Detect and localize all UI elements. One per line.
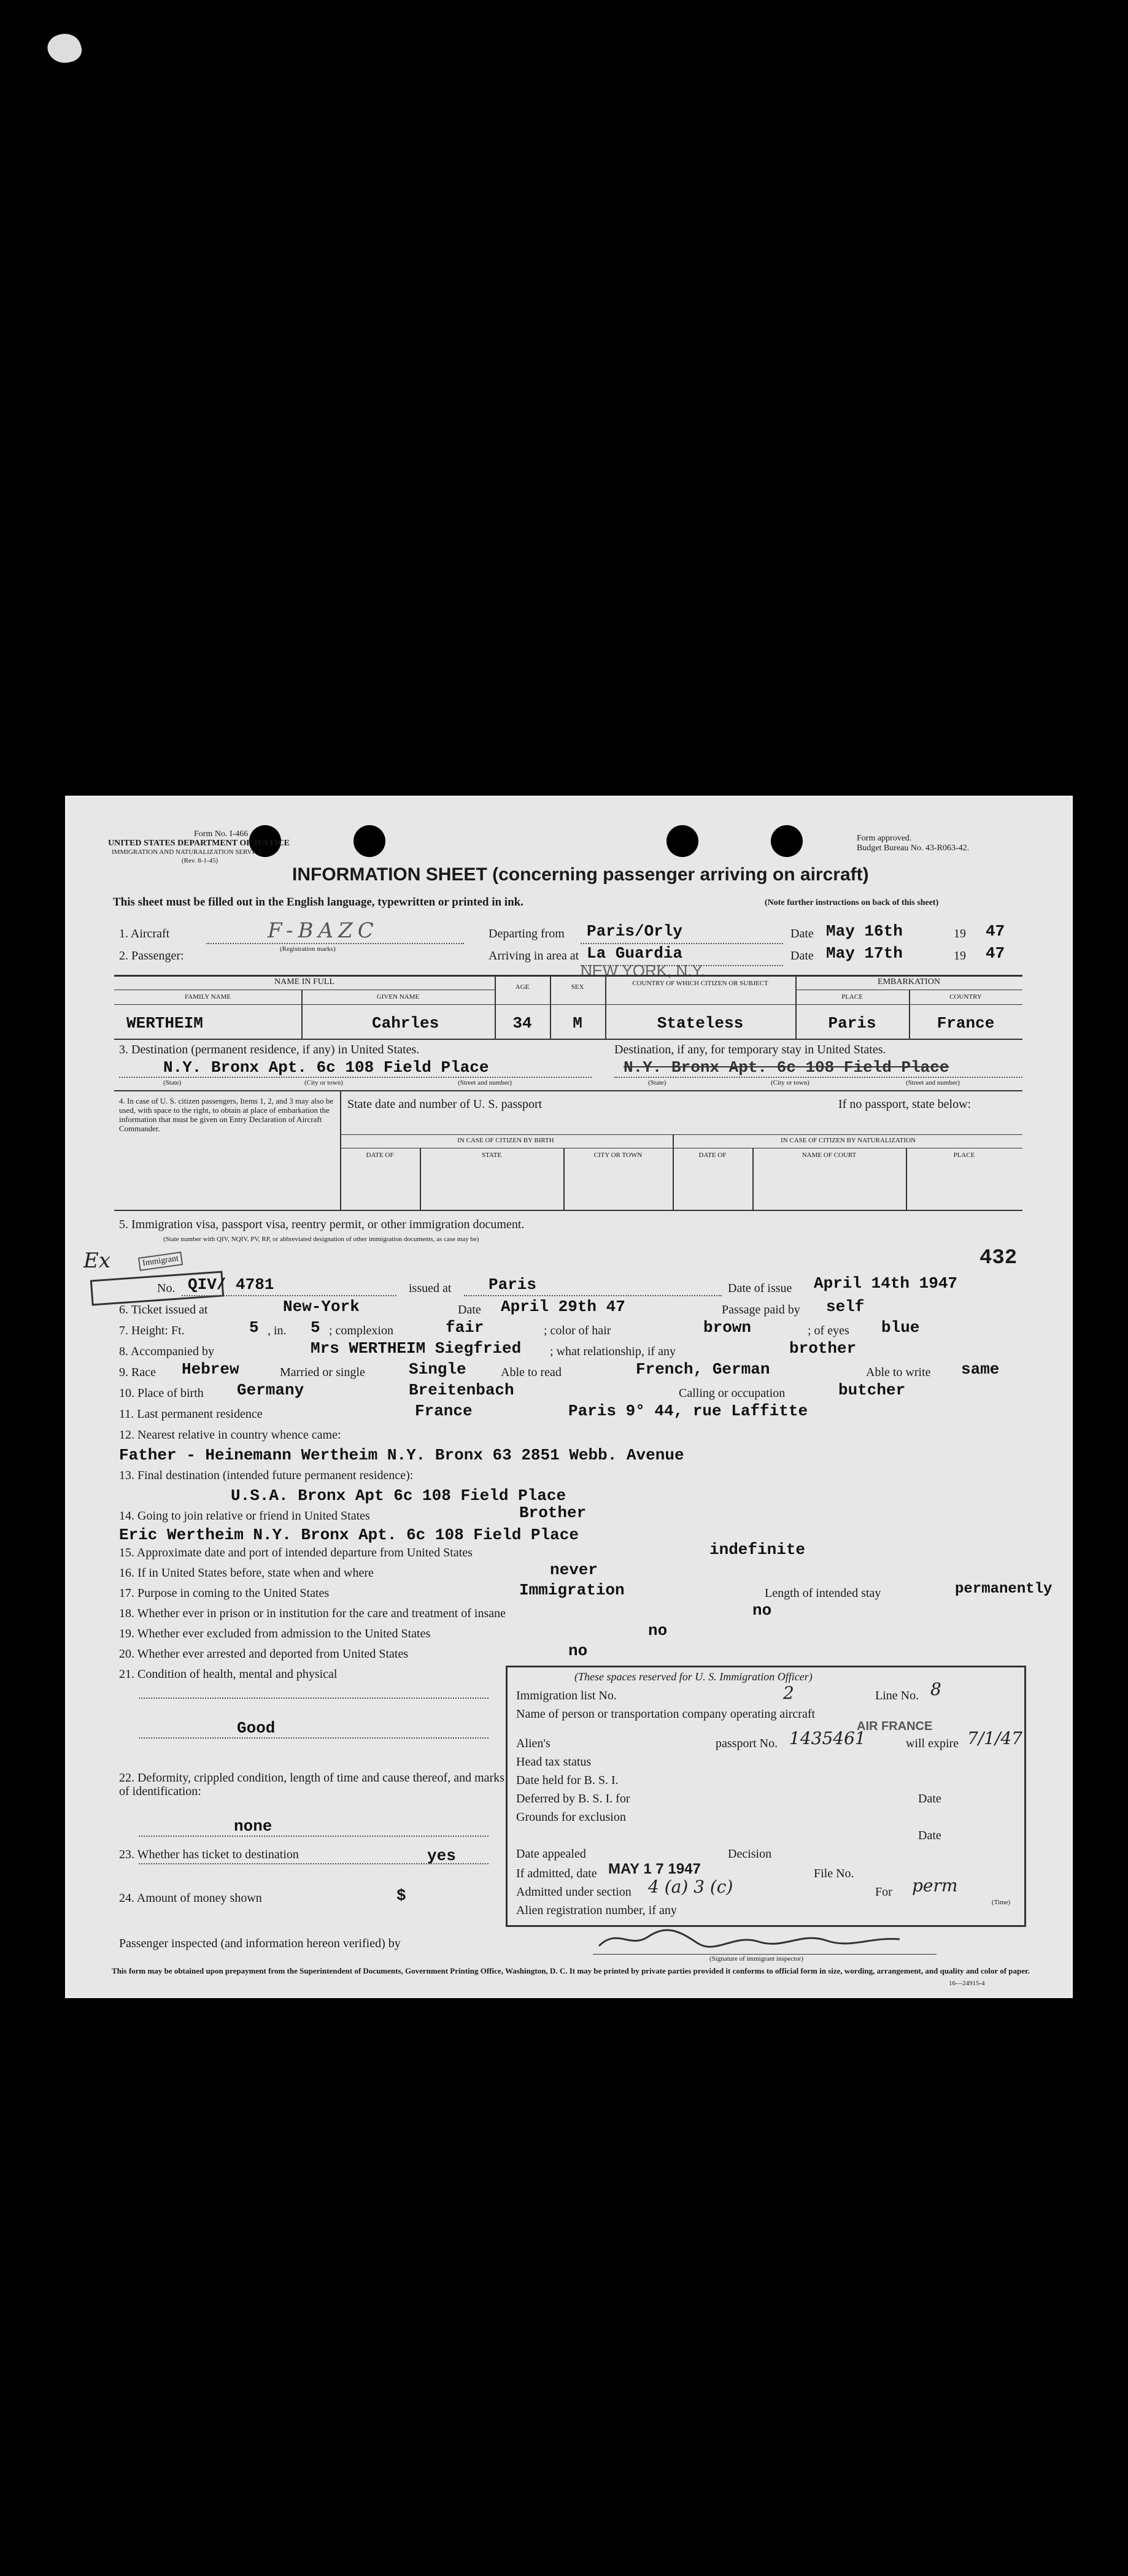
date-issue-label: Date of issue	[728, 1282, 792, 1295]
film-corner-mark	[45, 30, 85, 67]
rule	[614, 1077, 1022, 1078]
family-name: WERTHEIM	[126, 1014, 203, 1032]
margin-annotation: Ex	[83, 1248, 110, 1273]
aliens-label: Alien's	[516, 1737, 550, 1750]
passport-no-label: passport No.	[716, 1737, 778, 1750]
airline: AIR FRANCE	[857, 1720, 933, 1733]
sex: M	[573, 1014, 582, 1032]
embark-place-header: PLACE	[841, 993, 863, 1001]
line-no: 8	[930, 1679, 941, 1699]
caption-state: (State)	[648, 1079, 666, 1086]
race: Hebrew	[182, 1360, 239, 1378]
eye-color: blue	[881, 1318, 920, 1337]
marital-status: Single	[409, 1360, 466, 1378]
languages-written: same	[961, 1360, 1000, 1378]
deformity: none	[234, 1817, 272, 1836]
rule	[114, 1090, 1022, 1091]
agency-name: UNITED STATES DEPARTMENT OF JUSTICE	[108, 839, 290, 848]
embarkation-header: EMBARKATION	[878, 977, 940, 986]
date-label: Date	[790, 949, 814, 963]
arrival-year: 47	[986, 944, 1005, 963]
height-ft: 5	[249, 1318, 259, 1337]
inspector-signature	[593, 1924, 937, 1955]
complexion-label: ; complexion	[329, 1324, 393, 1337]
col-divider	[340, 1090, 341, 1210]
date-of-issue: April 14th 1947	[814, 1274, 958, 1293]
decision-label: Decision	[728, 1847, 772, 1861]
admission-date-stamp: MAY 1 7 1947	[608, 1861, 701, 1877]
rule	[114, 1039, 1022, 1040]
fine-print: This form may be obtained upon prepayment from the Superintendent of Documents, Government Printing Office, Washington, D. C. It may be printed by private parties provided it conforms to official form in size, wording, arrangement, and quality and color of paper.	[112, 1966, 1030, 1975]
rule	[139, 1697, 489, 1699]
print-code: 16—24915-4	[949, 1980, 985, 1987]
date-held-label: Date held for B. S. I.	[516, 1774, 619, 1787]
marital-label: Married or single	[280, 1366, 365, 1379]
purpose: Immigration	[519, 1581, 625, 1599]
length-of-stay: permanently	[955, 1581, 1053, 1598]
rule	[139, 1737, 489, 1739]
col-date-of: DATE OF	[366, 1152, 394, 1159]
col-divider	[673, 1134, 674, 1210]
birth-city: Breitenbach	[409, 1381, 514, 1399]
temporary-destination-struck: N.Y. Bronx Apt. 6c 108 Field Place	[624, 1058, 949, 1077]
service-name: IMMIGRATION AND NATURALIZATION SERVICE	[112, 848, 263, 856]
for-label: For	[875, 1885, 892, 1899]
rule	[114, 1004, 1022, 1005]
rule	[114, 1210, 1022, 1211]
caption-street: (Street and number)	[906, 1079, 960, 1086]
departing-value: Paris/Orly	[587, 922, 683, 940]
expire-label: will expire	[906, 1737, 959, 1750]
arriving-value: La Guardia	[587, 944, 683, 963]
file-no-label: File No.	[814, 1867, 854, 1880]
form-instruction: This sheet must be filled out in the English language, typewritten or printed in ink.	[113, 896, 523, 909]
alien-reg-label: Alien registration number, if any	[516, 1904, 677, 1917]
inches-label: , in.	[268, 1324, 287, 1337]
issued-at: Paris	[489, 1275, 537, 1294]
if-admitted-label: If admitted, date	[516, 1867, 597, 1880]
languages-read: French, German	[636, 1360, 770, 1378]
sex-header: SEX	[571, 983, 584, 991]
col-place: PLACE	[953, 1152, 975, 1159]
item3-label: 3. Destination (permanent residence, if any) in United States.	[119, 1043, 420, 1056]
list-no: 2	[783, 1683, 794, 1703]
inspected-label: Passenger inspected (and information hereon verified) by	[119, 1937, 401, 1950]
admission-for: perm	[912, 1875, 958, 1896]
form-approved: Form approved.	[857, 834, 912, 843]
officer-box-header: (These spaces reserved for U. S. Immigration Officer)	[574, 1671, 813, 1683]
last-residence-country: France	[415, 1402, 473, 1420]
item4-label: 4. In case of U. S. citizen passengers, Items 1, 2, and 3 may also be used, with space to the right, to obtain at place of embarkation the information that must be given on Entry Declaration of Aircraft Commander.	[119, 1096, 334, 1133]
rule	[206, 943, 464, 944]
naturalization-header: IN CASE OF CITIZEN BY NATURALIZATION	[781, 1137, 916, 1144]
table-top-rule	[114, 975, 1022, 977]
money-label: 24. Amount of money shown	[119, 1891, 262, 1905]
ticket-date: April 29th 47	[501, 1298, 625, 1316]
budget-bureau: Budget Bureau No. 43-R063-42.	[857, 844, 970, 853]
form-note: (Note further instructions on back of this sheet)	[765, 898, 939, 907]
ever-excluded: no	[648, 1621, 668, 1640]
rule	[119, 1077, 592, 1078]
name-in-full-header: NAME IN FULL	[274, 977, 334, 986]
page-number: 432	[979, 1247, 1018, 1270]
age: 34	[512, 1014, 532, 1032]
embark-place: Paris	[828, 1014, 876, 1032]
signature-line	[593, 1954, 937, 1955]
year-prefix: 19	[954, 949, 966, 963]
no-passport-label: If no passport, state below:	[838, 1098, 972, 1111]
information-sheet: Form No. I-466 UNITED STATES DEPARTMENT OF JUSTICE IMMIGRATION AND NATURALIZATION SERVICE (Rev. 8-1-45) Form approved. Budget Bureau No. 43-R063-42. INFORMATION SHEET (concerning passenger arriving on aircraft) This sheet must be filled out in the English language, typewritten or printed in ink. (Note further instructions on back of this sheet) 1. Aircraft F-BAZC (Registration marks) Departing from Paris/Orly Date May 16th 19 47 2. Passenger: Arriving in area at La Guardia NEW YORK, N.Y. Date May 17th 19 47 NAME IN FULL EMBARKATION FAMILY NAME GIVEN NAME AGE SEX COUNTRY OF WHICH CITIZEN OR SUBJECT PLACE COUNTRY WERTHEIM Cahrles 34 M Stateless Paris France 3. Destination (permanent residence, if any) in United States. Destination, if any, for temporary stay in United States. N.Y. Bronx Apt. 6c 108 Field Place N.Y. Bronx Apt. 6c 108 Field Place (State) (City or town) (Street and number) (State) (City or town) (Street and number) 4. In case of U. S. citizen passengers, Items 1, 2, and 3 may also be used, with space to the right, to obtain at place of embarkation the information that must be given on Entry Declaration of Aircraft Commander. State date and number of U. S. passport If no passport, state below: IN CASE OF CITIZEN BY BIRTH IN CASE OF CITIZEN BY NATURALIZATION DATE OF STATE CITY OR TOWN DATE OF NAME OF COURT PLACE 5. Immigration visa, passport visa, reentry permit, or other immigration document. (State number with QIV, NQIV, PV, RP, or abbreviated designation of other immigration documents, as case may be) Ex Immigrant No. QIV/ 4781 issued at Paris Date of issue April 14th 1947 432 6. Ticket issued at New-York Date April 29th 47 Passage paid by self 7. Height: Ft. 5 , in. 5 ; complexion fair ; color of hair brown ; of eyes blue 8. Accompanied by Mrs WERTHEIM Siegfried ; what relationship, if any brother 9. Race Hebrew Married or single Single Able to read French, German Able to write same 10. Place of birth Germany Breitenbach Calling or occupation butcher 11. Last permanent residence France Paris 9° 44, rue Laffitte 12. Nearest relative in country whence came: Father - Heinemann Wertheim N.Y. Bronx 63 2851 Webb. Avenue 13. Final destination (intended future permanent residence): U.S.A. Bronx Apt 6c 108 Field Place 14. Going to join relative or friend in United States Brother Eric Wertheim N.Y. Bronx Apt. 6c 108 Field Place 15. Approximate date and port of intended departure from United States indefinite 16. If in United States before, state when and where never 17. Purpose in coming to the United States Immigration Length of intended stay permanently 18. Whether ever in prison or in institution for the care and treatment of insane no 19. Whether ever excluded from admission to the United States no 20. Whether ever arrested and deported from United States no 21. Condition of health, mental and physical Good 22. Deformity, crippled condition, length of time and cause thereof, and marks of identification: none 23. Whether has ticket to destination yes 24. Amount of money shown $ (These spaces reserved for U. S. Immigration Officer) Immigration list No. 2 Line No. 8 Name of person or transportation company operating aircraft AIR FRANCE Alien's passport No. 1435461 will expire 7/1/47 Head tax status Date held for B. S. I. Deferred by B. S. I. for Date Grounds for exclusion Date Date appealed Decision If admitted, date MAY 1 7 1947 File No. Admitted under section 4 (a) 3 (c) For perm (Time) Alien registration number, if any Passenger inspected (and information hereon verified) by (Signature of immigrant inspector) This form may be obtained upon prepayment from the Superintendent of Documents, Government Printing Office, Washington, D. C. It may be printed by private parties provided it conforms to official form in size, wording, arrangement, and quality and color of paper. 16—24915-4	[65, 796, 1073, 1998]
joining-address: Eric Wertheim N.Y. Bronx Apt. 6c 108 Field Place	[119, 1526, 579, 1544]
permanent-destination: N.Y. Bronx Apt. 6c 108 Field Place	[163, 1058, 489, 1077]
item3-label2: Destination, if any, for temporary stay in United States.	[614, 1043, 886, 1056]
hair-label: ; color of hair	[544, 1324, 611, 1337]
arriving-label: Arriving in area at	[489, 949, 579, 963]
ticket-issued-at: New-York	[283, 1298, 360, 1316]
previous-visit: never	[550, 1561, 598, 1579]
complexion: fair	[446, 1318, 484, 1337]
form-number: Form No. I-466	[194, 829, 249, 839]
punch-hole	[353, 825, 385, 857]
departure-date: May 16th	[826, 922, 903, 940]
ticket-label: Ticket issued at	[131, 1303, 208, 1317]
rule	[581, 965, 783, 966]
departing-label: Departing from	[489, 927, 565, 940]
issued-at-label: issued at	[409, 1282, 452, 1295]
occupation: butcher	[838, 1381, 906, 1399]
line-no-label: Line No.	[875, 1689, 919, 1702]
grounds-label: Grounds for exclusion	[516, 1810, 626, 1824]
read-label: Able to read	[501, 1366, 562, 1379]
passport-no: 1435461	[789, 1728, 866, 1748]
birth-header: IN CASE OF CITIZEN BY BIRTH	[457, 1137, 554, 1144]
form-title: INFORMATION SHEET (concerning passenger arriving on aircraft)	[292, 864, 869, 885]
expiry-date: 7/1/47	[967, 1728, 1023, 1748]
date-label: Date	[458, 1303, 481, 1317]
prison-insane: no	[752, 1601, 772, 1620]
col-date-of: DATE OF	[698, 1152, 727, 1159]
birth-country: Germany	[237, 1381, 304, 1399]
embark-country-header: COUNTRY	[949, 993, 982, 1001]
punch-hole	[771, 825, 803, 857]
passport-label: State date and number of U. S. passport	[347, 1098, 543, 1111]
immigrant-stamp: Immigrant	[138, 1251, 183, 1271]
arrival-city-stamp: NEW YORK, N.Y.	[581, 961, 705, 980]
caption-city: (City or town)	[304, 1079, 343, 1086]
age-header: AGE	[515, 983, 530, 991]
health-label: 21. Condition of health, mental and physical	[119, 1667, 338, 1681]
eyes-label: ; of eyes	[808, 1324, 849, 1337]
occupation-label: Calling or occupation	[679, 1386, 786, 1400]
revision: (Rev. 8-1-45)	[182, 857, 218, 864]
punch-hole	[666, 825, 698, 857]
joining-relative: Brother	[519, 1504, 587, 1522]
passage-paid-by: self	[826, 1298, 865, 1316]
final-destination: U.S.A. Bronx Apt 6c 108 Field Place	[231, 1486, 566, 1505]
family-name-header: FAMILY NAME	[185, 993, 231, 1001]
date-label: Date	[918, 1792, 941, 1805]
doc-number: QIV/ 4781	[188, 1275, 274, 1294]
time-caption: (Time)	[992, 1899, 1011, 1906]
last-residence-address: Paris 9° 44, rue Laffitte	[568, 1402, 808, 1420]
arrival-date: May 17th	[826, 944, 903, 963]
rule	[464, 1295, 722, 1296]
caption-city: (City or town)	[771, 1079, 809, 1086]
rule	[340, 1134, 1022, 1135]
intended-departure: indefinite	[709, 1540, 806, 1559]
caption-state: (State)	[163, 1079, 182, 1086]
passage-paid-label: Passage paid by	[722, 1303, 800, 1317]
relationship: brother	[789, 1339, 857, 1358]
given-name: Cahrles	[372, 1014, 439, 1032]
relationship-label: ; what relationship, if any	[550, 1345, 676, 1358]
ticket-dest-label: 23. Whether has ticket to destination	[119, 1848, 299, 1861]
section-label: Admitted under section	[516, 1885, 632, 1899]
date-label: Date	[790, 927, 814, 940]
col-city: CITY OR TOWN	[593, 1152, 643, 1159]
aircraft-label: 1. Aircraft	[119, 927, 170, 940]
nearest-relative: Father - Heinemann Wertheim N.Y. Bronx 63 2851 Webb. Avenue	[119, 1446, 684, 1464]
departure-year: 47	[986, 922, 1005, 940]
money-shown: $	[396, 1886, 406, 1905]
rule	[182, 1295, 396, 1296]
admission-section: 4 (a) 3 (c)	[648, 1877, 733, 1897]
reg-marks-caption: (Registration marks)	[280, 945, 336, 953]
col-court: NAME OF COURT	[802, 1152, 857, 1159]
caption-street: (Street and number)	[458, 1079, 512, 1086]
ever-deported: no	[568, 1642, 588, 1660]
stay-label: Length of intended stay	[765, 1586, 881, 1600]
rule	[139, 1836, 489, 1837]
aircraft-registration: F-BAZC	[268, 918, 379, 943]
embark-country: France	[937, 1014, 995, 1032]
col-state: STATE	[481, 1152, 502, 1159]
date-label: Date	[918, 1829, 941, 1842]
year-prefix: 19	[954, 927, 966, 940]
doc-no-label: No.	[157, 1282, 176, 1295]
head-tax-label: Head tax status	[516, 1755, 592, 1769]
citizenship: Stateless	[657, 1014, 744, 1032]
item5-hint: (State number with QIV, NQIV, PV, RP, or abbreviated designation of other immigration documents, as case may be)	[163, 1236, 479, 1243]
company-label: Name of person or transportation company operating aircraft	[516, 1707, 816, 1721]
height-in: 5	[311, 1318, 320, 1337]
deferred-label: Deferred by B. S. I. for	[516, 1792, 630, 1805]
citizenship-header: COUNTRY OF WHICH CITIZEN OR SUBJECT	[632, 980, 768, 987]
appealed-label: Date appealed	[516, 1847, 586, 1861]
write-label: Able to write	[866, 1366, 931, 1379]
hair-color: brown	[703, 1318, 752, 1337]
accompanied-by: Mrs WERTHEIM Siegfried	[311, 1339, 522, 1358]
list-no-label: Immigration list No.	[516, 1689, 617, 1702]
passenger-label: 2. Passenger:	[119, 949, 184, 963]
given-name-header: GIVEN NAME	[376, 993, 420, 1001]
signature-caption: (Signature of immigrant inspector)	[709, 1955, 804, 1963]
ticket-to-destination: yes	[427, 1847, 456, 1865]
deformity-label: 22. Deformity, crippled condition, length of time and cause thereof, and marks of identification:	[119, 1771, 504, 1798]
health: Good	[237, 1719, 276, 1737]
item5-label: 5. Immigration visa, passport visa, reentry permit, or other immigration document.	[119, 1218, 525, 1231]
